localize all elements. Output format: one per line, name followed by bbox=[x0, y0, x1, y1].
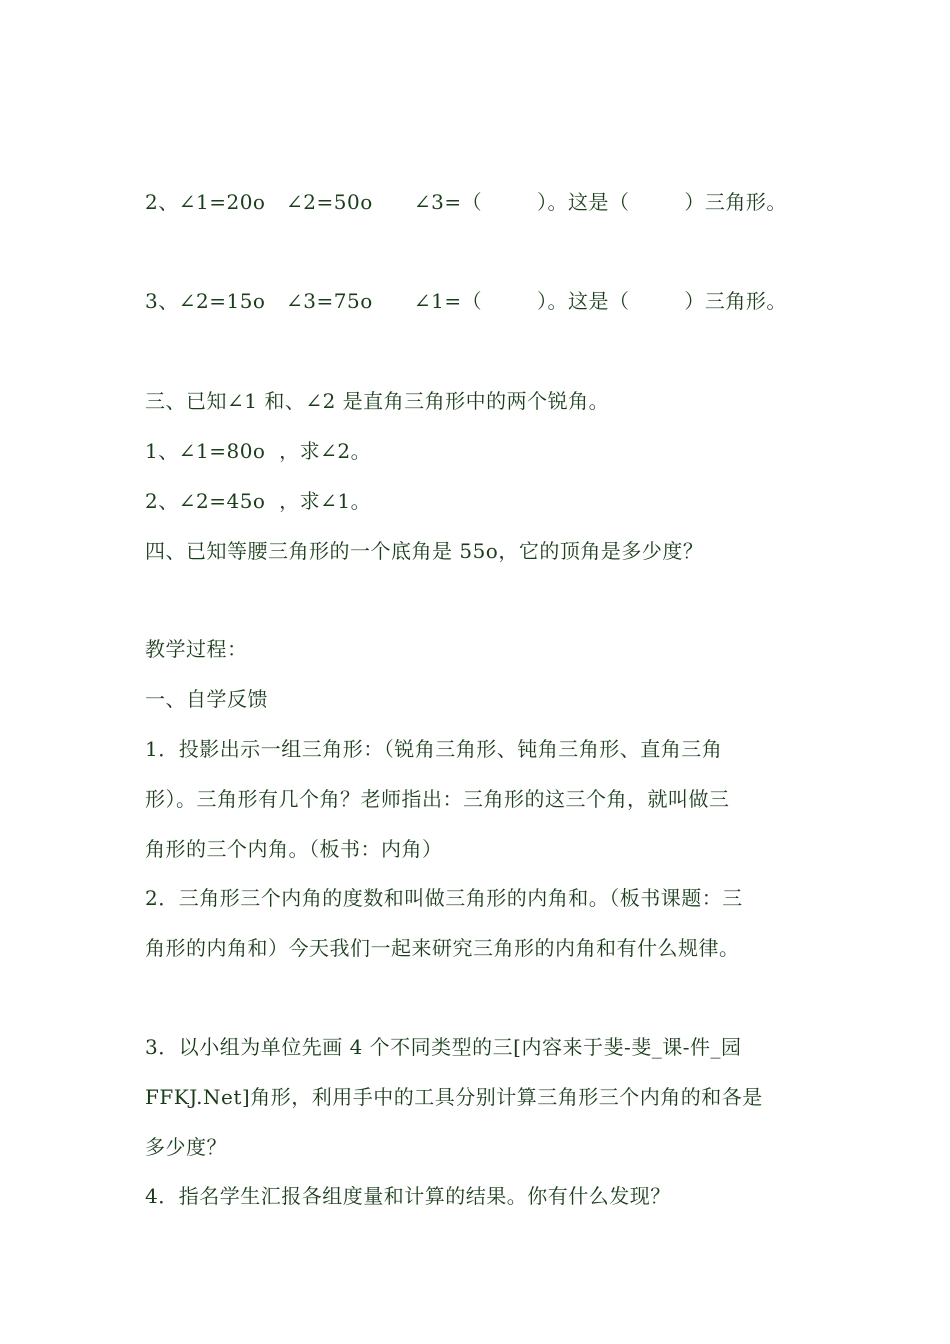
section-3-heading: 三、已知∠1 和、∠2 是直角三角形中的两个锐角。 bbox=[145, 389, 610, 413]
paragraph-3-line-1: 3．以小组为单位先画 4 个不同类型的三[内容来于斐-斐_课-件_园 bbox=[145, 1035, 742, 1059]
section-4-heading: 四、已知等腰三角形的一个底角是 55o，它的顶角是多少度？ bbox=[145, 539, 704, 563]
exercise-3-1-line: 1、∠1=80o ，求∠2。 bbox=[145, 439, 372, 463]
exercise-3-2-line: 2、∠2=45o ，求∠1。 bbox=[145, 489, 372, 513]
paragraph-2-line-1: 2．三角形三个内角的度数和叫做三角形的内角和。（板书课题：三 bbox=[145, 886, 743, 910]
paragraph-1-line-3: 角形的三个内角。（板书：内角） bbox=[145, 837, 443, 861]
self-study-heading: 一、自学反馈 bbox=[145, 687, 268, 711]
paragraph-1-line-1: 1．投影出示一组三角形：（锐角三角形、钝角三角形、直角三角 bbox=[145, 737, 723, 761]
teaching-process-heading: 教学过程： bbox=[145, 637, 248, 661]
exercise-2-2-line: 2、∠1=20o ∠2=50o ∠3=（ ）。这是（ ）三角形。 bbox=[145, 190, 787, 214]
paragraph-3-line-2: FFKJ.Net]角形，利用手中的工具分别计算三角形三个内角的和各是 bbox=[145, 1085, 763, 1109]
exercise-2-3-line: 3、∠2=15o ∠3=75o ∠1=（ ）。这是（ ）三角形。 bbox=[145, 289, 787, 313]
paragraph-2-line-2: 角形的内角和）今天我们一起来研究三角形的内角和有什么规律。 bbox=[145, 936, 740, 960]
paragraph-1-line-2: 形）。三角形有几个角？老师指出：三角形的这三个角，就叫做三 bbox=[145, 787, 730, 811]
paragraph-4-line-1: 4．指名学生汇报各组度量和计算的结果。你有什么发现？ bbox=[145, 1184, 671, 1208]
paragraph-3-line-3: 多少度？ bbox=[145, 1135, 227, 1159]
